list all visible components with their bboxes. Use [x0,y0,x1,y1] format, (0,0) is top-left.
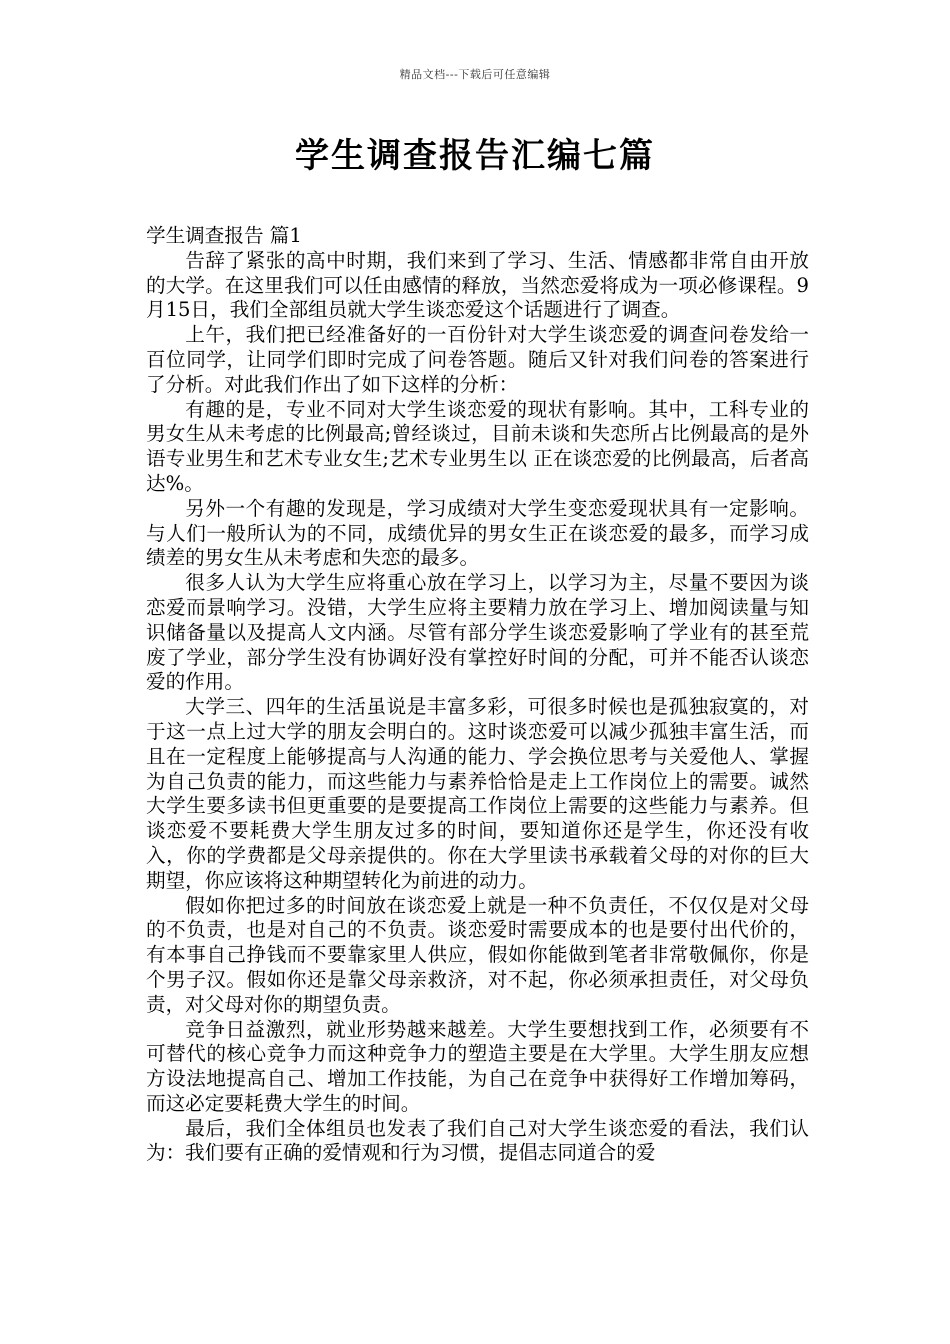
document-title: 学生调查报告汇编七篇 [295,136,655,176]
paragraph-5: 很多人认为大学生应将重心放在学习上，以学习为主，尽量不要因为谈恋爱而景响学习。没错，大学生应将主要精力放在学习上、增加阅读量与知识储备量以及提高人文内涵。尽管有部分学生谈恋爱影响了学业有的甚至荒废了学业，部分学生没有协调好没有掌控好时间的分配，可并不能否认谈恋爱的作用。 [146,571,809,694]
paragraph-4: 另外一个有趣的发现是，学习成绩对大学生变恋爱现状具有一定影响。与人们一般所认为的不同，成绩优异的男女生正在谈恋爱的最多，而学习成绩差的男女生从未考虑和失恋的最多。 [146,496,809,570]
document-body [146,224,809,1166]
paragraph-2: 上午，我们把已经准备好的一百份针对大学生谈恋爱的调查问卷发给一百位同学，让同学们即时完成了问卷答题。随后又针对我们问卷的答案进行了分析。对此我们作出了如下这样的分析： [146,323,809,396]
section-heading: 学生调查报告 篇1 [146,224,302,247]
paragraph-1: 告辞了紧张的高中时期，我们来到了学习、生活、情感都非常自由开放的大学。在这里我们可以任由感情的释放，当然恋爱将成为一项必修课程。9月15日，我们全部组员就大学生谈恋爱这个话题进行了调查。 [146,248,809,322]
header-note: 精品文档---下载后可任意编辑 [399,68,551,81]
paragraph-6: 大学三、四年的生活虽说是丰富多彩，可很多时候也是孤独寂寞的，对于这一点上过大学的朋友会明白的。这时谈恋爱可以减少孤独丰富生活，而且在一定程度上能够提高与人沟通的能力、学会换位思考与关爱他人、掌握为自己负责的能力，而这些能力与素养恰恰是走上工作岗位上的需要。诚然大学生要多读书但更重要的是要提高工作岗位上需要的这些能力与素养。但谈恋爱不要耗费大学生朋友过多的时间，要知道你还是学生，你还没有收入，你的学费都是父母亲提供的。你在大学里读书承载着父母的对你的巨大期望，你应该将这种期望转化为前进的动力。 [146,695,809,892]
paragraph-3: 有趣的是，专业不同对大学生谈恋爱的现状有影响。其中，工科专业的男女生从未考虑的比例最高;曾经谈过，目前未谈和失恋所占比例最高的是外语专业男生和艺术专业女生;艺术专业男生以 正在谈恋爱的比例最高，后者高达%。 [146,397,809,495]
paragraph-9: 最后，我们全体组员也发表了我们自己对大学生谈恋爱的看法，我们认为：我们要有正确的爱情观和行为习惯，提倡志同道合的爱 [146,1116,809,1165]
paragraph-7: 假如你把过多的时间放在谈恋爱上就是一种不负责任，不仅仅是对父母的不负责，也是对自己的不负责。谈恋爱时需要成本的也是要付出代价的，有本事自己挣钱而不要靠家里人供应，假如你能做到笔者非常敬佩你，你是个男子汉。假如你还是靠父母亲救济，对不起，你必须承担责任，对父母负责，对父母对你的期望负责。 [146,893,809,1016]
paragraph-8: 竞争日益激烈，就业形势越来越差。大学生要想找到工作，必须要有不可替代的核心竞争力而这种竞争力的塑造主要是在大学里。大学生朋友应想方设法地提高自己、增加工作技能，为自己在竞争中获得好工作增加筹码，而这必定要耗费大学生的时间。 [146,1017,809,1115]
